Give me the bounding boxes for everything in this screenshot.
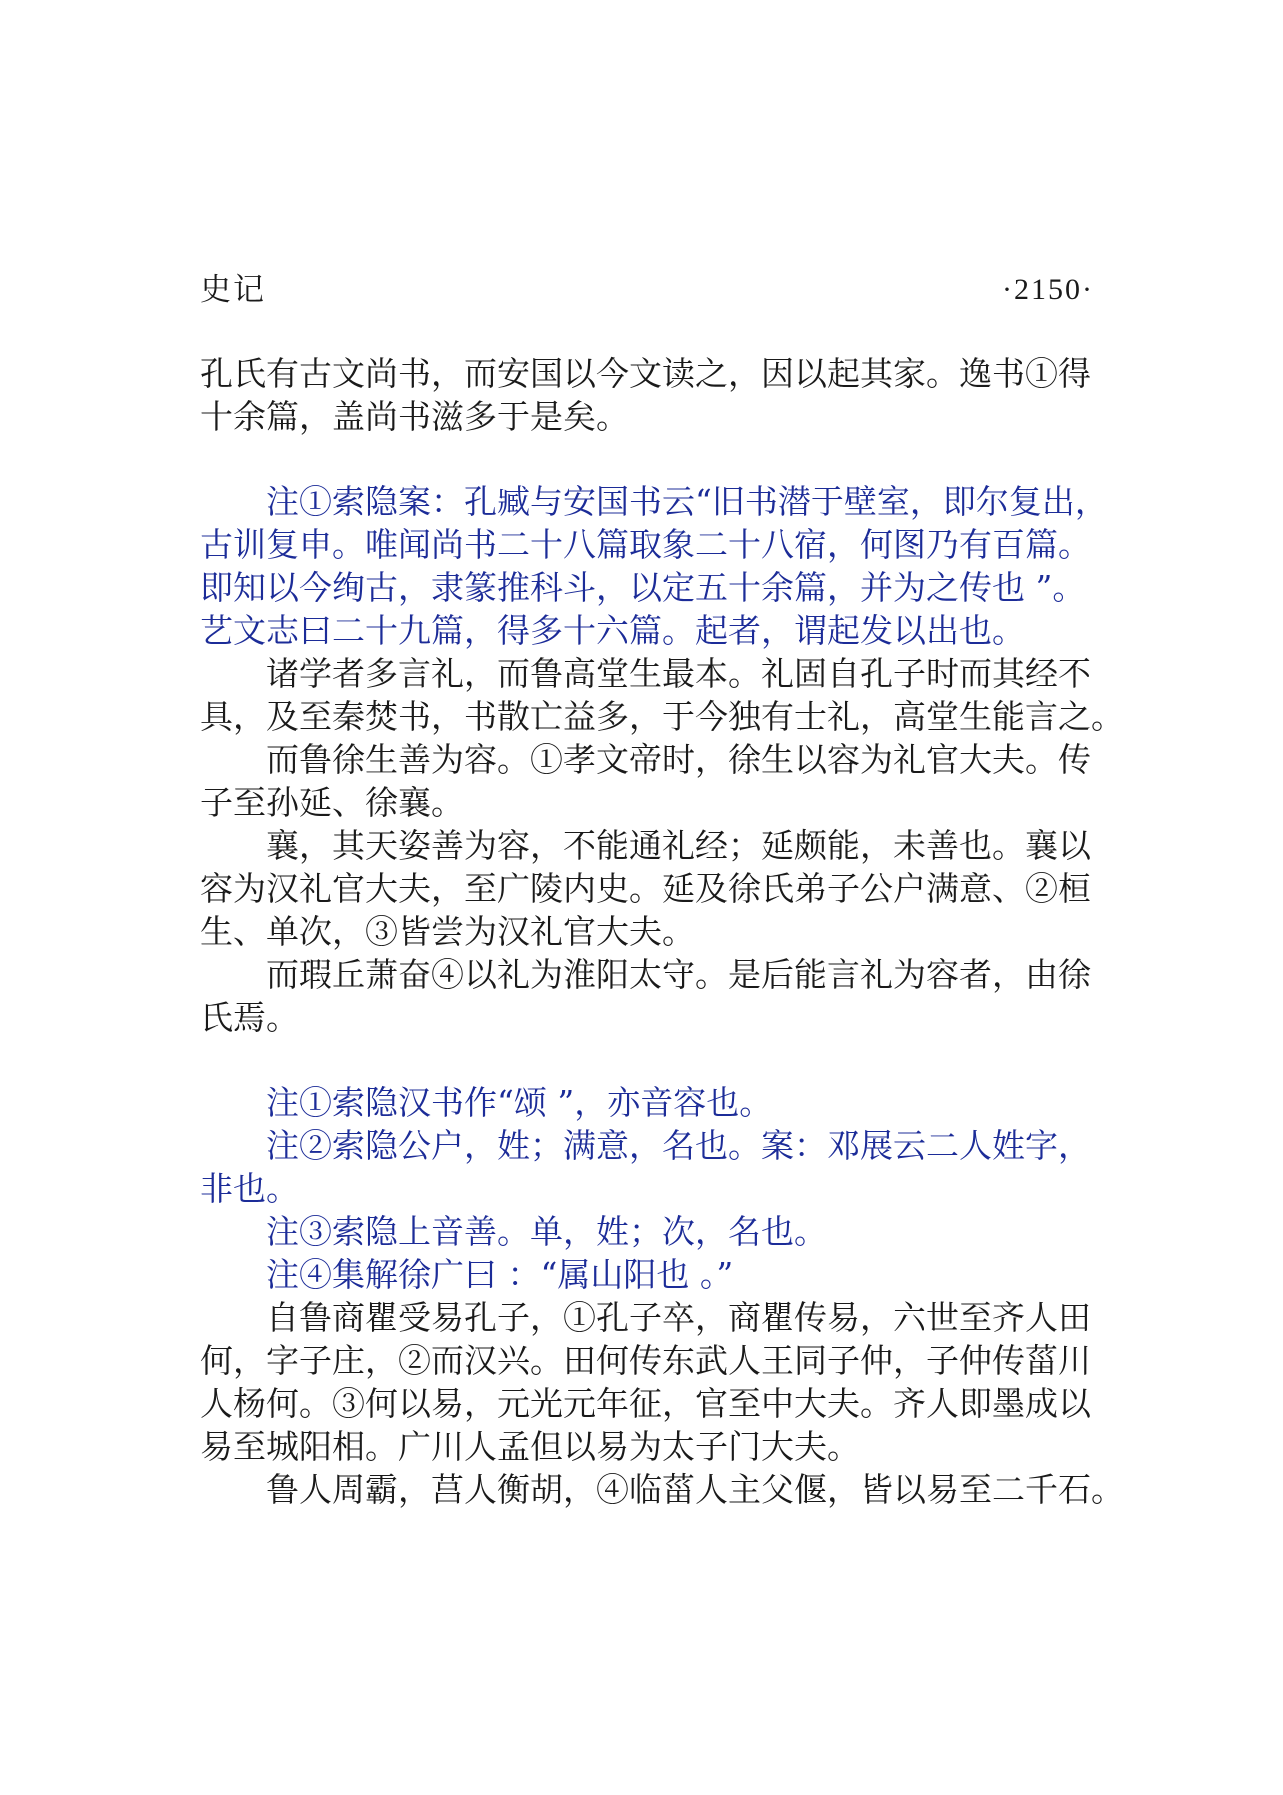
page-number: ·2150·: [1002, 273, 1094, 306]
text-line: 孔氏有古文尚书，而安国以今文读之，因以起其家。逸书①得: [200, 354, 1091, 393]
annotation-line: 注②索隐公户，姓；满意，名也。案：邓展云二人姓字，: [266, 1126, 1091, 1165]
annotation-line: 注①索隐案：孔臧与安国书云“旧书潜于壁室，即尔复出，: [266, 482, 1108, 521]
text-line: 诸学者多言礼，而鲁高堂生最本。礼固自孔子时而其经不: [266, 654, 1091, 693]
annotation-line: 注④集解徐广曰 ：“属山阳也 。”: [266, 1255, 734, 1294]
paragraph-gap: [200, 438, 1120, 480]
annotation-line: 即知以今绚古，隶篆推科斗，以定五十余篇，并为之传也 ”。: [200, 568, 1086, 607]
text-line: 易至城阳相。广川人孟但以易为太子门大夫。: [200, 1427, 860, 1466]
annotation-line: 古训复申。唯闻尚书二十八篇取象二十八宿，何图乃有百篇。: [200, 525, 1091, 564]
annotation-line: 注①索隐汉书作“颂 ”，亦音容也。: [266, 1083, 773, 1122]
text-line: 自鲁商瞿受易孔子，①孔子卒，商瞿传易，六世至齐人田: [266, 1298, 1091, 1337]
book-title: 史记: [200, 272, 266, 308]
annotation-line: 艺文志曰二十九篇，得多十六篇。起者，谓起发以出也。: [200, 611, 1025, 650]
page-header: [200, 268, 1094, 312]
text-line: 十余篇，盖尚书滋多于是矣。: [200, 397, 629, 436]
text-line: 而瑕丘萧奋④以礼为淮阳太守。是后能言礼为容者，由徐: [266, 955, 1091, 994]
text-line: 容为汉礼官大夫，至广陵内史。延及徐氏弟子公户满意、②桓: [200, 869, 1091, 908]
paragraph-gap: [200, 1039, 1120, 1081]
text-line: 何，字子庄，②而汉兴。田何传东武人王同子仲，子仲传菑川: [200, 1341, 1091, 1380]
text-line: 襄，其天姿善为容，不能通礼经；延颇能，未善也。襄以: [266, 826, 1091, 865]
text-line: 而鲁徐生善为容。①孝文帝时，徐生以容为礼官大夫。传: [266, 740, 1091, 779]
text-line: 具，及至秦焚书，书散亡益多，于今独有士礼，高堂生能言之。: [200, 697, 1124, 736]
text-line: 氏焉。: [200, 998, 299, 1037]
text-line: 鲁人周霸，莒人衡胡，④临菑人主父偃，皆以易至二千石。: [266, 1470, 1124, 1509]
text-line: 人杨何。③何以易，元光元年征，官至中大夫。齐人即墨成以: [200, 1384, 1091, 1423]
text-line: 子至孙延、徐襄。: [200, 783, 464, 822]
page-body: [200, 352, 1124, 1511]
text-line: 生、单次，③皆尝为汉礼官大夫。: [200, 912, 695, 951]
annotation-line: 注③索隐上音善。单，姓；次，名也。: [266, 1212, 827, 1251]
annotation-line: 非也。: [200, 1169, 299, 1208]
